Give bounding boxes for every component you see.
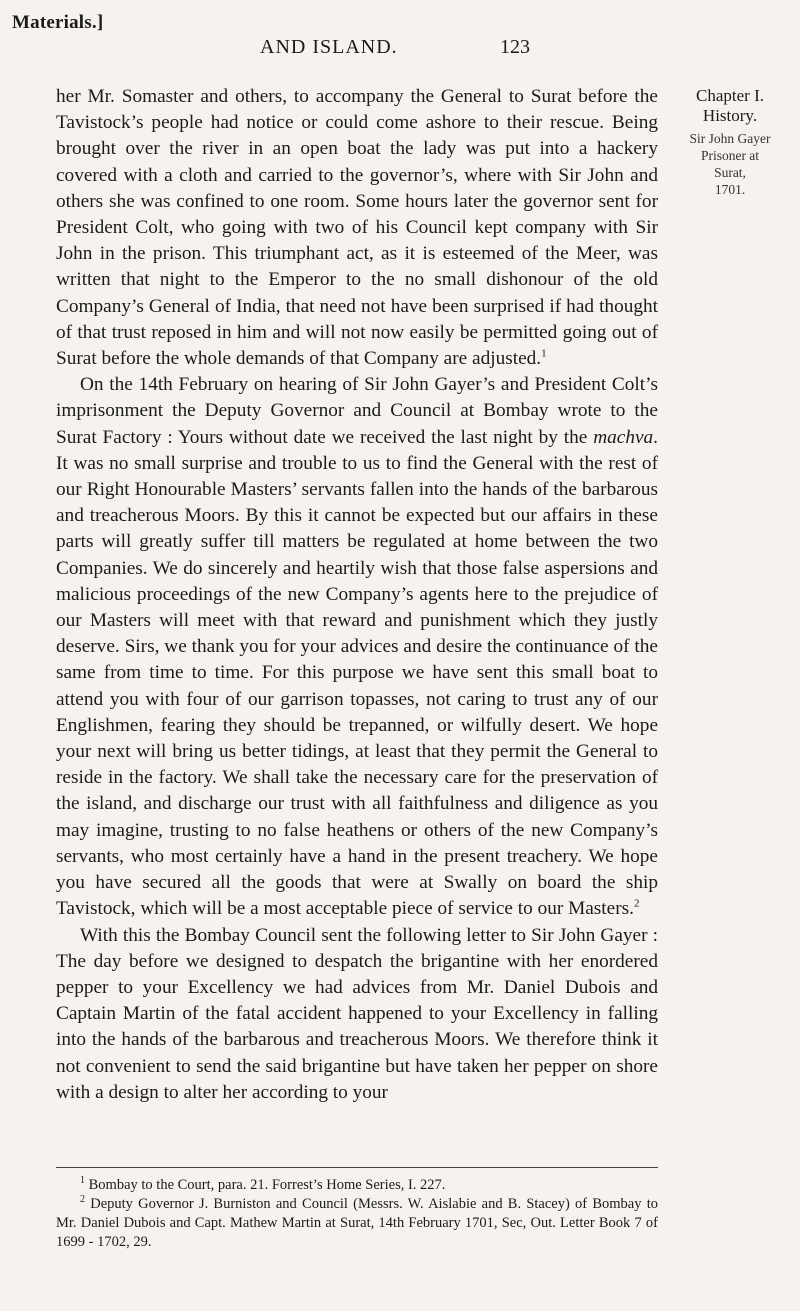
paragraph (56, 923, 658, 1106)
section-label: History. (702, 106, 758, 125)
margin-note-line: 1701. (714, 182, 746, 197)
chapter-label: Chapter I. (696, 86, 764, 105)
footnote-mark: 2 (80, 1194, 85, 1206)
paragraph-text: her Mr. Somaster and others, to accompany the General to Surat before the Tavistock’s people had notice or could come ashore to their rescue. Being brought over the river in an open boat the lady was put into a hackery covered with a cloth and carried to the governor’s, where with Sir John and others she was confined to one room. Some hours later the governor sent for President Colt, who going with two of his Council kept company with Sir John in the prison. This triumphant act, as it is esteemed of the Meer, was written that night to the Emperor to the no small dishonour of the old Company’s General of India, that need not have been surprised if had thought of that trust reposed in him and will not now easily be permitted going out of Surat before the whole demands of that Company are adjusted. (56, 86, 658, 370)
paragraph (56, 372, 658, 922)
running-head: AND ISLAND. (260, 36, 398, 58)
italic-term: machva (593, 426, 654, 448)
body-text (56, 84, 658, 1106)
part-label: Materials.] (12, 12, 104, 33)
paragraph-text: . It was no small surprise and trouble to us to find the General with the rest of our Right Honourable Masters’ servants fallen into the hands of the barbarous and treacherous Moors. By this it cannot be expected but our affairs in these parts will greatly suffer till matters be regulated at home between the two Companies. We do sincerely and heartily wish that those false aspersions and malicious proceedings of the new Company’s agents here to the prejudice of our Masters will meet with that reward and punishment which they justly deserve. Sirs, we thank you for your advices and desire the continuance of the same from time to time. For this purpose we have sent this small boat to attend you with four of our garrison topasses, not caring to trust any of our Englishmen, fearing they should be trepanned, or wilfully desert. We hope your next will bring us better tidings, at least that they permit the General to reside in the factory. We shall take the necessary care for the preservation of the island, and discharge our trust with all faithfulness and diligence as you may imagine, trusting to no false heathens or others of the new Company’s servants, who most certainly have a hand in the present treachery. We hope you have secured all the goods that were at Swally on board the ship Tavistock, which will be a most acceptable piece of service to our Masters. (56, 426, 658, 920)
footnotes (56, 1176, 658, 1252)
footnote (56, 1176, 658, 1195)
footnote-ref: 2 (633, 897, 640, 910)
footnote-text: Bombay to the Court, para. 21. Forrest’s Home Series, I. 227. (85, 1177, 446, 1193)
margin-note-line: Surat, (714, 165, 746, 180)
footnote-rule (56, 1167, 658, 1168)
margin-heading (670, 86, 790, 198)
footnote (56, 1195, 658, 1252)
footnote-ref: 1 (541, 347, 547, 360)
footnote-text: Deputy Governor J. Burniston and Council (Messrs. W. Aislabie and B. Stacey) of Bombay to Mr. Daniel Dubois and Capt. Mathew Martin at Surat, 14th February 1701, Sec, Out. Letter Book 7 of 1699 - 1702, 29. (56, 1196, 658, 1250)
paragraph (56, 84, 658, 372)
paragraph-text: With this the Bombay Council sent the following letter to Sir John Gayer : The day before we designed to despatch the brigantine with her enordered pepper to your Excellency we had advices from Mr. Daniel Dubois and Captain Martin of the fatal accident happened to your Excellency in falling into the hands of the barbarous and treacherous Moors. We therefore think it not convenient to send the said brigantine but have taken her pepper on shore with a design to alter her according to your (56, 924, 658, 1103)
page-number: 123 (500, 36, 530, 58)
paragraph-text: On the 14th February on hearing of Sir John Gayer’s and President Colt’s imprisonment the Deputy Governor and Council at Bombay wrote to the Surat Factory : Yours without date we received the last night by the (56, 374, 658, 448)
footnote-mark: 1 (80, 1175, 85, 1187)
margin-note-line: Prisoner at (700, 148, 760, 163)
margin-note-line: Sir John Gayer (689, 131, 771, 146)
